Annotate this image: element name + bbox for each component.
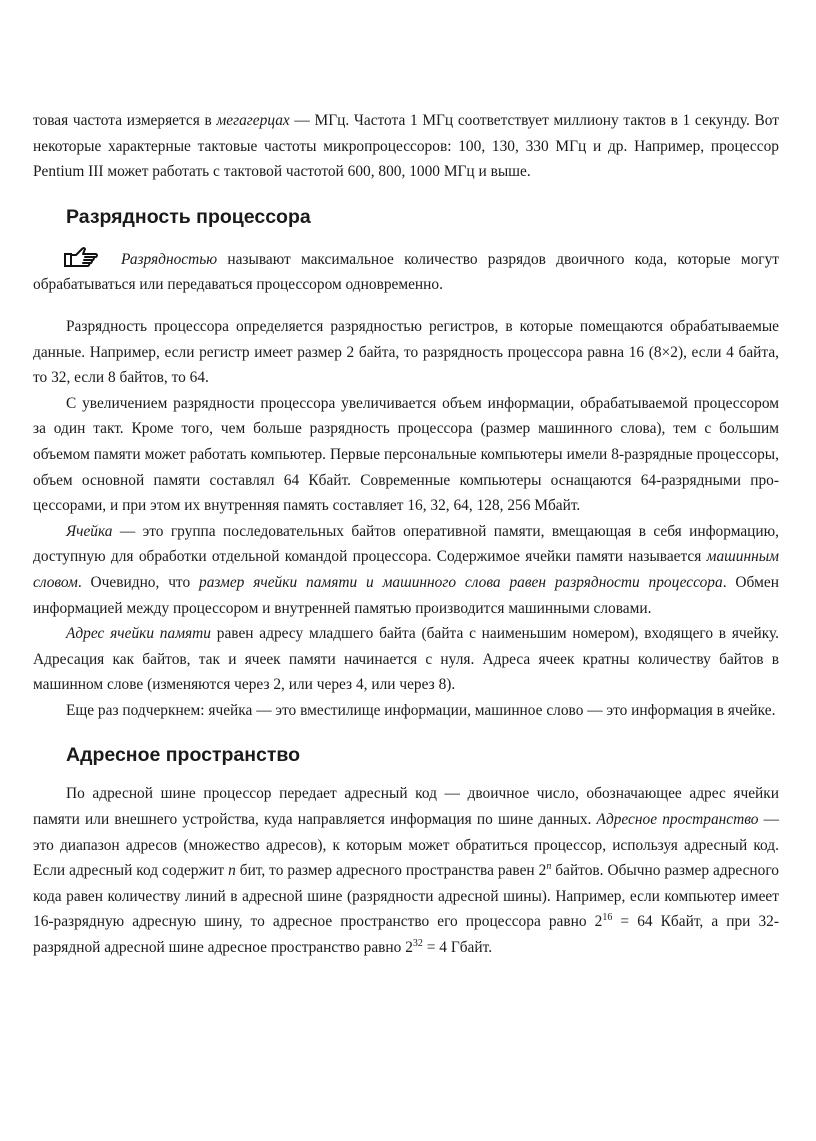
text-run: = 64 Кбайт, а при 32-разрядной адресной шине адресное пространство равно 2 [33, 913, 779, 957]
heading-processor-bitness: Разрядность процессора [66, 205, 311, 228]
emphasis-term: n [228, 862, 236, 880]
paragraph-clock-frequency [33, 108, 779, 185]
text-run: — МГц. Частота 1 МГц соответствует миллиону тактов в 1 секунду. Вот некоторые характерные тактовые частоты микропроцессоров: 100, 130, 330 МГц и др. Например, процессор Pentium III может работать с тактовой частотой 600, 800, 1000 МГц и выше. [33, 112, 779, 181]
superscript: 32 [412, 938, 423, 950]
text-run: байтов. Обычно размер адресного кода равен количеству линий в адресной шине (разрядности адресной шины). Например, если компьютер имеет 16-разрядную адресную шину, то адресное пространство его процессора равно 2 [33, 862, 779, 931]
paragraph-memory-cell [33, 519, 779, 621]
text-run: = 4 Гбайт. [422, 939, 493, 957]
text-run: товая частота измеряется в [33, 112, 217, 129]
superscript: 16 [602, 912, 613, 924]
text-run: бит, то размер адресного пространства равен 2 [235, 862, 547, 880]
emphasis-term: мегагерцах [216, 112, 290, 129]
text-run: — это диапазон адресов (множество адресов), к которым может обратиться процессор, используя адресный код. Если адресный код содержит [33, 811, 779, 880]
paragraph-cell-address [33, 621, 779, 698]
text-run: — это группа последовательных байтов оперативной памяти, вмещающая в себя информацию, доступную для обработки отдельной командой процессора. Содержимое ячейки памяти называется [33, 522, 779, 566]
text-run: равен адресу младшего байта (байта с наименьшим номером), входящего в ячейку. Адресация как байтов, так и ячеек памяти начинается с нуля. Адреса ячеек кратны количеству байтов в машинном слове (изменяются через 2, или через 4, или через 8). [33, 625, 779, 694]
emphasis-term: Ячейка [66, 522, 113, 540]
heading-address-space: Адресное пространство [66, 744, 301, 767]
definition-block [33, 247, 779, 298]
emphasis-term: размер ячейки памяти и машинного слова равен разрядности процессора [199, 573, 723, 591]
emphasis-term: Разрядностью [121, 250, 218, 268]
text-run: называют максимальное количество разрядов двоичного кода, которые могут обрабатываться или передаваться процессором одновременно. [33, 250, 779, 294]
pointing-hand-icon [63, 245, 99, 271]
paragraph-registers: Разрядность процессора определяется разрядностью регистров, в которые помещаются обрабатываемые данные. Например, если регистр имеет размер 2 байта, то разрядность процессора равна 16 (8×2), если 4 байта, то 32, если 8 байтов, то 64. [33, 317, 779, 387]
emphasis-term: машинным словом [33, 548, 779, 591]
page-content [33, 108, 779, 961]
paragraph-bitness-increase: С увеличением разрядности процессора увеличивается объем информации, обрабатываемой процессором за один такт. Кроме того, чем больше разрядность процессора (размер машинного слова), тем с большим объемом памяти может работать компьютер. Первые персональные компьютеры имели 8-разрядные процессоры, объем основной памяти составлял 64 Кбайт. Современные компьютеры оснащаются 64-разрядными процессорами, и при этом их внутренняя память составляет 16, 32, 64, 128, 256 Мбайт. [33, 394, 779, 515]
text-run: По адресной шине процессор передает адресный код — двоичное число, обозначающее адрес ячейки памяти или внешнего устройства, куда направляется информация по шине данных. [33, 785, 779, 829]
emphasis-term: Адрес ячейки памяти [66, 625, 211, 643]
text-run: . Очевидно, что [77, 573, 200, 591]
superscript: n [546, 861, 552, 873]
definition-text [33, 247, 779, 298]
text-run: . Обмен информацией между процессором и внутренней памятью производится машинными словами. [33, 573, 779, 617]
emphasis-term: Адресное пространство [596, 811, 759, 829]
paragraph-address-space [33, 781, 779, 960]
paragraph-emphasis: Еще раз подчеркнем: ячейка — это вместилище информации, машинное слово — это информация в ячейке. [66, 701, 776, 719]
